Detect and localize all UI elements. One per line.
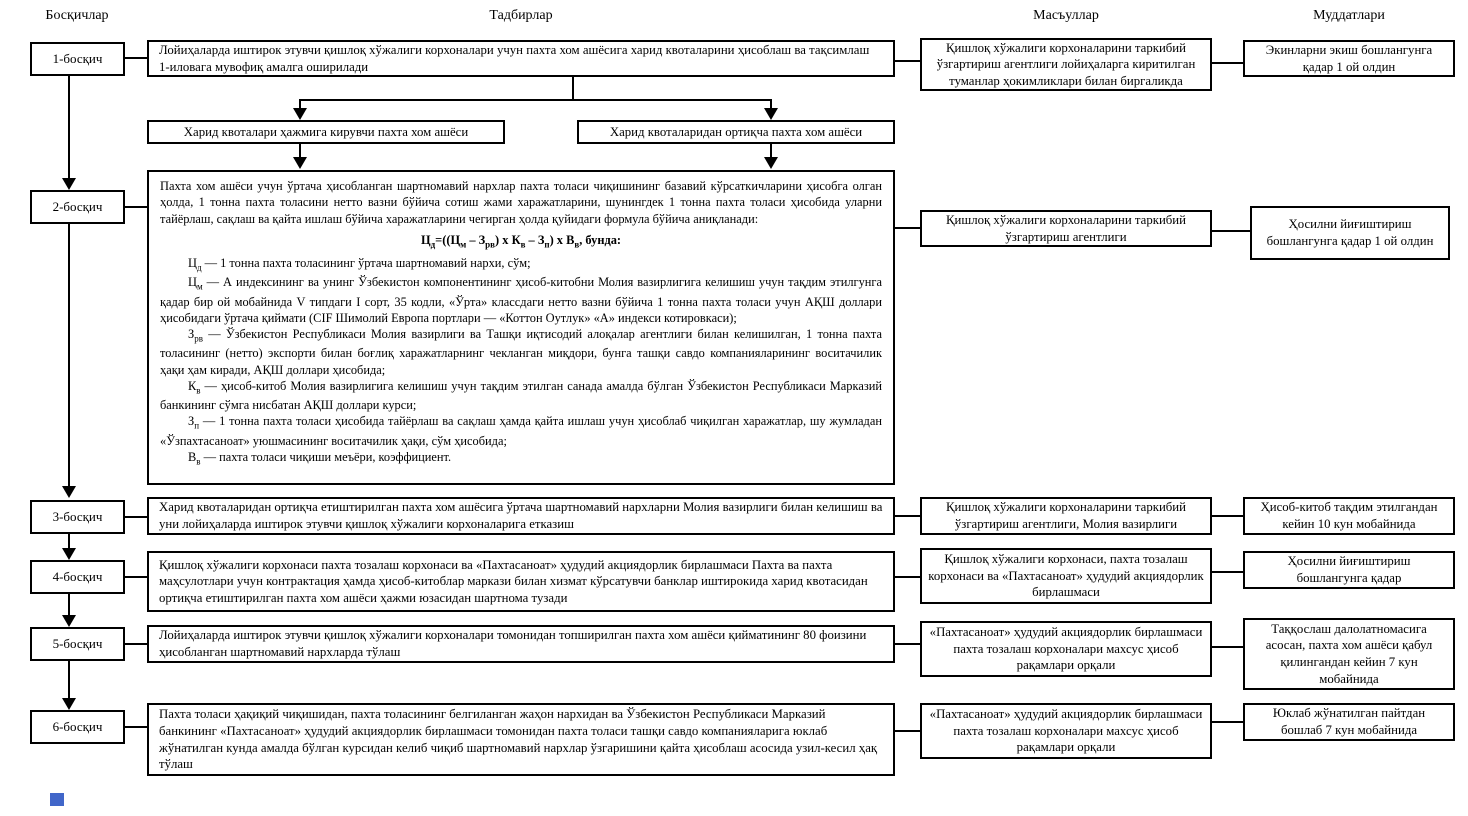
connector-stage4-activity4 <box>125 576 147 578</box>
arrow-down-icon <box>62 178 76 190</box>
connector-activity5-responsible5 <box>895 643 920 645</box>
activity-box-1 <box>147 40 895 77</box>
definition-item: $К_в$ — ҳисоб-китоб Молия вазирлигига келишиш учун тақдим этилган санада амалда бўлган Ўзбекистон Республикаси Марказий банкининг сўмга нисбатан АҚШ доллари курси; <box>160 378 882 412</box>
connector-activity1-stem <box>572 77 574 100</box>
activity-box-6 <box>147 703 895 776</box>
definition-item: $Ц_д$ — 1 тонна пахта толасининг ўртача шартномавий нархи, сўм; <box>188 256 531 273</box>
connector-activity2-responsible2 <box>895 227 920 229</box>
connector-branch-cross <box>299 99 771 101</box>
deadline-box-4: Ҳосилни йиғиштириш бошлангунга қадар <box>1243 551 1455 589</box>
column-header-activities: Тадбирлар <box>489 8 553 23</box>
connector-stage2-activity2 <box>125 206 147 208</box>
selection-artifact-marker <box>50 793 64 806</box>
definition-item: $З_п$ — 1 тонна пахта толаси ҳисобида тайёрлаш ва сақлаш ҳамда қайта ишлаш учун ҳисоблаб чиқилган харажатлар, шу жумладан «Ўзпахтасаноат» уюшмасининг воситачилик ҳақи, сўм ҳисобида; <box>160 414 882 448</box>
activity-text-4: Қишлоқ хўжалиги корхонаси пахта тозалаш корхонаси ва «Пахтасаноат» ҳудудий акциядорлик бирлашмаси Пахта ва пахта маҳсулотлари учун контрактация ҳамда ҳисоб-китоблар маркази билан хизмат кўрсатувчи банклар иштирокида харид квотасидан ортиқча етиштирилган пахта хом ашёси ҳажми юзасидан шартнома тузади <box>159 557 868 605</box>
stage-box-3: 3-босқич <box>30 500 125 534</box>
connector-activity1-responsible1 <box>895 60 920 62</box>
activity-box-2 <box>147 170 895 485</box>
deadline-box-6: Юклаб жўнатилган пайтдан бошлаб 7 кун мобайнида <box>1243 703 1455 741</box>
connector-stage4-stage5 <box>68 594 70 616</box>
stage-box-2: 2-босқич <box>30 190 125 224</box>
arrow-down-icon <box>62 486 76 498</box>
activity-box-4 <box>147 551 895 612</box>
branch-box-right: Харид квоталаридан ортиқча пахта хом ашёси <box>577 120 895 144</box>
connector-stage1-stage2 <box>68 76 70 178</box>
responsible-box-6: «Пахтасаноат» ҳудудий акциядорлик бирлашмаси пахта тозалаш корхоналари махсус ҳисоб рақамлари орқали <box>920 703 1212 759</box>
deadline-box-1: Экинларни экиш бошлангунга қадар 1 ой олдин <box>1243 40 1455 77</box>
stage-box-6: 6-босқич <box>30 710 125 744</box>
responsible-box-5: «Пахтасаноат» ҳудудий акциядорлик бирлашмаси пахта тозалаш корхоналари махсус ҳисоб рақамлари орқали <box>920 621 1212 677</box>
stage-box-5: 5-босқич <box>30 627 125 661</box>
stage2-definitions <box>160 255 882 468</box>
responsible-box-1: Қишлоқ хўжалиги корхоналарини таркибий ўзгартириш агентлиги лойиҳаларга киритилган туманлар ҳокимликлари билан биргаликда <box>920 38 1212 91</box>
connector-responsible5-deadline5 <box>1212 646 1243 648</box>
responsible-box-4: Қишлоқ хўжалиги корхонаси, пахта тозалаш корхонаси ва «Пахтасаноат» ҳудудий акциядорлик бирлашмаси <box>920 548 1212 604</box>
connector-branchright-stage2 <box>770 144 772 157</box>
connector-branchleft-stage2 <box>299 144 301 157</box>
arrow-down-icon <box>62 548 76 560</box>
stage2-intro: Пахта хом ашёси учун ўртача ҳисобланган шартномавий нархлар пахта толаси чиқишининг базавий кўрсаткичларини ҳисобга олган ҳолда, 1 тонна пахта толасини нетто вазни бўйича сотиш жами харажатларини, шунингдек 1 тонна пахта толаси ҳисобида уларни тайёрлаш, сақлаш ва қайта ишлаш бўйича харажатларини чегирган ҳолда қуйидаги формула бўйича аниқланади: <box>160 179 882 226</box>
arrow-down-icon <box>62 698 76 710</box>
connector-responsible4-deadline4 <box>1212 571 1243 573</box>
connector-activity6-responsible6 <box>895 730 920 732</box>
column-header-deadlines: Муддатлари <box>1313 8 1385 23</box>
connector-stage5-stage6 <box>68 661 70 699</box>
stage-box-4: 4-босқич <box>30 560 125 594</box>
deadline-box-5: Таққослаш далолатномасига асосан, пахта хом ашёси қабул қилингандан кейин 7 кун мобайнида <box>1243 618 1455 690</box>
connector-stage6-activity6 <box>125 726 147 728</box>
activity-text-6: Пахта толаси ҳақиқий чиқишидан, пахта толасининг белгиланган жаҳон нархидан ва Ўзбекистон Республикаси Марказий банкининг «Пахтасаноат» ҳудудий акциядорлик бирлашмаси томонидан пахта толаси ташқи савдо компанияларига юклаб жўнатилган кунда амалда бўлган курсидан келиб чиқиб шартномавий нархлар ўзгаришини қайта ҳисоблаш асосида узил-кесил ҳақ тўлаш <box>159 707 878 772</box>
stage-box-1: 1-босқич <box>30 42 125 76</box>
arrow-down-icon <box>764 157 778 169</box>
arrow-down-icon <box>293 108 307 120</box>
activity-text-5: Лойиҳаларда иштирок этувчи қишлоқ хўжалиги корхоналари томонидан топширилган пахта хом ашёси қийматининг 80 фоизини ҳисобланган шартномавий нархларда тўлаш <box>159 628 867 659</box>
connector-responsible2-deadline2 <box>1212 230 1250 232</box>
stage2-formula: $Ц_д=((Ц_м - З_{рв})$ х $К_в - З_п$) х $В_в$, бунда: <box>420 232 622 250</box>
arrow-down-icon <box>62 615 76 627</box>
connector-responsible3-deadline3 <box>1212 515 1243 517</box>
column-header-stages: Босқичлар <box>45 8 109 23</box>
definition-item: $В_в$ — пахта толаси чиқиши меъёри, коэффициент. <box>188 449 452 467</box>
connector-activity3-responsible3 <box>895 515 920 517</box>
connector-activity4-responsible4 <box>895 576 920 578</box>
column-header-responsible: Масъуллар <box>1033 8 1099 23</box>
deadline-box-3: Ҳисоб-китоб тақдим этилгандан кейин 10 кун мобайнида <box>1243 497 1455 535</box>
connector-stage3-stage4 <box>68 534 70 549</box>
definition-item: $З_{рв}$ — Ўзбекистон Республикаси Молия вазирлиги ва Ташқи иқтисодий алоқалар агентлиги билан келишилган, 1 тонна пахта толасининг (нетто) экспорти билан боғлиқ харажатларнинг чекланган миқдори, бунга ташқи савдо компанияларининг воситачилик ҳақи ҳам киради, АҚШ доллари ҳисобида; <box>160 327 882 377</box>
connector-responsible6-deadline6 <box>1212 721 1243 723</box>
responsible-box-2: Қишлоқ хўжалиги корхоналарини таркибий ўзгартириш агентлиги <box>920 210 1212 247</box>
activity-text-1: Лойиҳаларда иштирок этувчи қишлоқ хўжалиги корхоналари учун пахта хом ашёсига харид квоталарини ҳисоблаш ва тақсимлаш 1-иловага мувофиқ амалга оширилади <box>159 42 870 74</box>
responsible-box-3: Қишлоқ хўжалиги корхоналарини таркибий ўзгартириш агентлиги, Молия вазирлиги <box>920 497 1212 535</box>
branch-box-left: Харид квоталари ҳажмига кирувчи пахта хом ашёси <box>147 120 505 144</box>
connector-stage5-activity5 <box>125 643 147 645</box>
deadline-box-2: Ҳосилни йиғиштириш бошлангунга қадар 1 ой олдин <box>1250 206 1450 260</box>
activity-box-3 <box>147 497 895 535</box>
connector-stage2-stage3 <box>68 224 70 486</box>
definition-item: $Ц_м$ — А индексининг ва унинг Ўзбекистон компонентининг ҳисоб-китобни Молия вазирлигига келишиш учун тақдим этилгунга қадар бир ой мобайнида V типдаги I сорт, 35 кодли, «Ўрта» классдаги нетто вазни бўйича 1 тонна пахта толаси учун АҚШ доллари ҳисобидаги ўртача қиймати (CIF Шимолий Европа портлари — «Коттон Оутлук» «А» индекси котировкаси); <box>160 275 882 325</box>
connector-responsible1-deadline1 <box>1212 62 1243 64</box>
arrow-down-icon <box>293 157 307 169</box>
arrow-down-icon <box>764 108 778 120</box>
activity-text-3: Харид квоталаридан ортиқча етиштирилган пахта хом ашёсига ўртача шартномавий нархларни Молия вазирлиги билан келишиш ва уни лойиҳаларда иштирок этувчи қишлоқ хўжалиги корхоналарига етказиш <box>159 500 883 531</box>
connector-stage1-activity1 <box>125 57 147 59</box>
activity-box-5 <box>147 625 895 663</box>
connector-stage3-activity3 <box>125 516 147 518</box>
